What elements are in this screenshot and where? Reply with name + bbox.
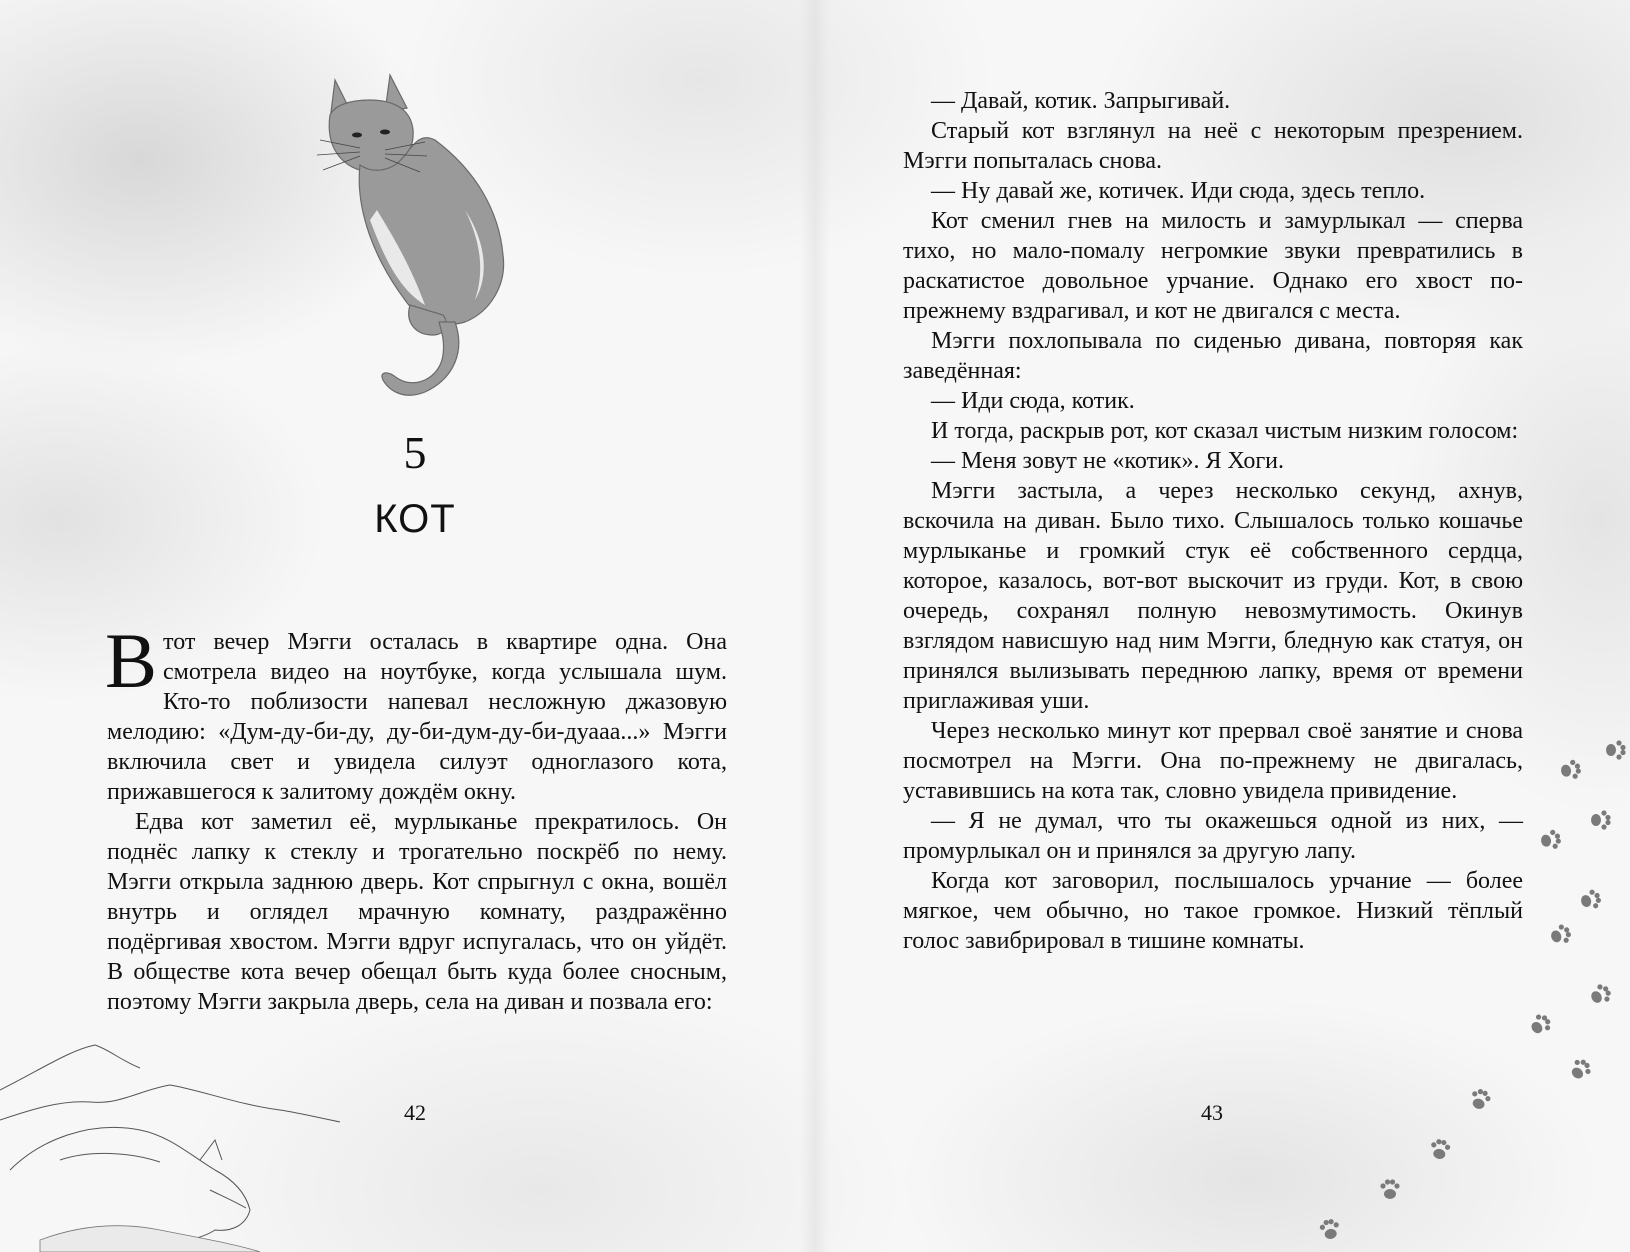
paragraph: И тогда, раскрыв рот, кот сказал чистым низким голосом: <box>931 418 1519 444</box>
paw-prints-decoration <box>1300 730 1630 1250</box>
drop-cap: В <box>105 617 158 704</box>
paragraph <box>105 617 727 807</box>
book-gutter <box>800 0 830 1252</box>
paragraph: Мэгги похлопывала по сиденью дивана, повторяя как заведённая: <box>903 328 1523 384</box>
left-page-body <box>105 617 727 1017</box>
paragraph-text: тот вечер Мэгги осталась в квартире одна. Она смотрела видео на ноутбуке, когда услышала шум. Кто-то поблизости напевал несложную джазовую мелодию: «Дум-ду-би-ду, ду-би-дум-ду-би-дуааа...» Мэгги включила свет и увидела силуэт одноглазого кота, прижавшегося к залитому дождём окну. <box>107 629 727 805</box>
paragraph: — Иди сюда, котик. <box>931 388 1135 414</box>
mountains-wolf-decoration <box>0 1010 340 1252</box>
chapter-title: КОТ <box>374 497 456 541</box>
page-number-left: 42 <box>404 1100 426 1125</box>
paragraph: Мэгги застыла, а через несколько секунд, ахнув, вскочила на диван. Было тихо. Слышалось только кошачье мурлыканье и громкий стук её собственного сердца, которое, казалось, вот-вот выскочит из груди. Кот, в свою очередь, сохранял полную невозмутимость. Окинув взглядом нависшую над ним Мэгги, бледную как статуя, он принялся вылизывать переднюю лапку, время от времени приглаживая уши. <box>903 478 1523 714</box>
paragraph: — Я не думал, что ты окажешься одной из них, — промурлыкал он и принялся за другую лапу. <box>903 808 1523 864</box>
paragraph: Кот сменил гнев на милость и замурлыкал — сперва тихо, но мало-помалу негромкие звуки превратились в раскатистое довольное урчание. Однако его хвост по-прежнему вздрагивал, и кот не двигался с места. <box>903 208 1523 324</box>
paragraph: Едва кот заметил её, мурлыканье прекратилось. Он поднёс лапку к стеклу и трогательно поскрёб по нему. Мэгги открыла заднюю дверь. Кот спрыгнул с окна, вошёл внутрь и оглядел мрачную комнату, раздражённо подёргивая хвостом. Мэгги вдруг испугалась, что он уйдёт. В обществе кота вечер обещал быть куда более сносным, поэтому Мэгги закрыла дверь, села на диван и позвала его: <box>107 809 727 1015</box>
paragraph: — Давай, котик. Запрыгивай. <box>931 88 1231 114</box>
page-number-right: 43 <box>1201 1100 1223 1125</box>
paragraph: Когда кот заговорил, послышалось урчание — более мягкое, чем обычно, но такое громкое. Низкий тёплый голос завибрировал в тишине комнаты. <box>903 868 1523 954</box>
cat-illustration <box>315 60 555 430</box>
paragraph: Через несколько минут кот прервал своё занятие и снова посмотрел на Мэгги. Она по-прежнему не двигалась, уставившись на кота так, словно увидела привидение. <box>903 718 1523 804</box>
chapter-number: 5 <box>403 427 427 478</box>
paragraph: — Ну давай же, котичек. Иди сюда, здесь тепло. <box>931 178 1426 204</box>
paragraph: Старый кот взглянул на неё с некоторым презрением. Мэгги попыталась снова. <box>903 118 1523 174</box>
paragraph: — Меня зовут не «котик». Я Хоги. <box>931 448 1285 474</box>
